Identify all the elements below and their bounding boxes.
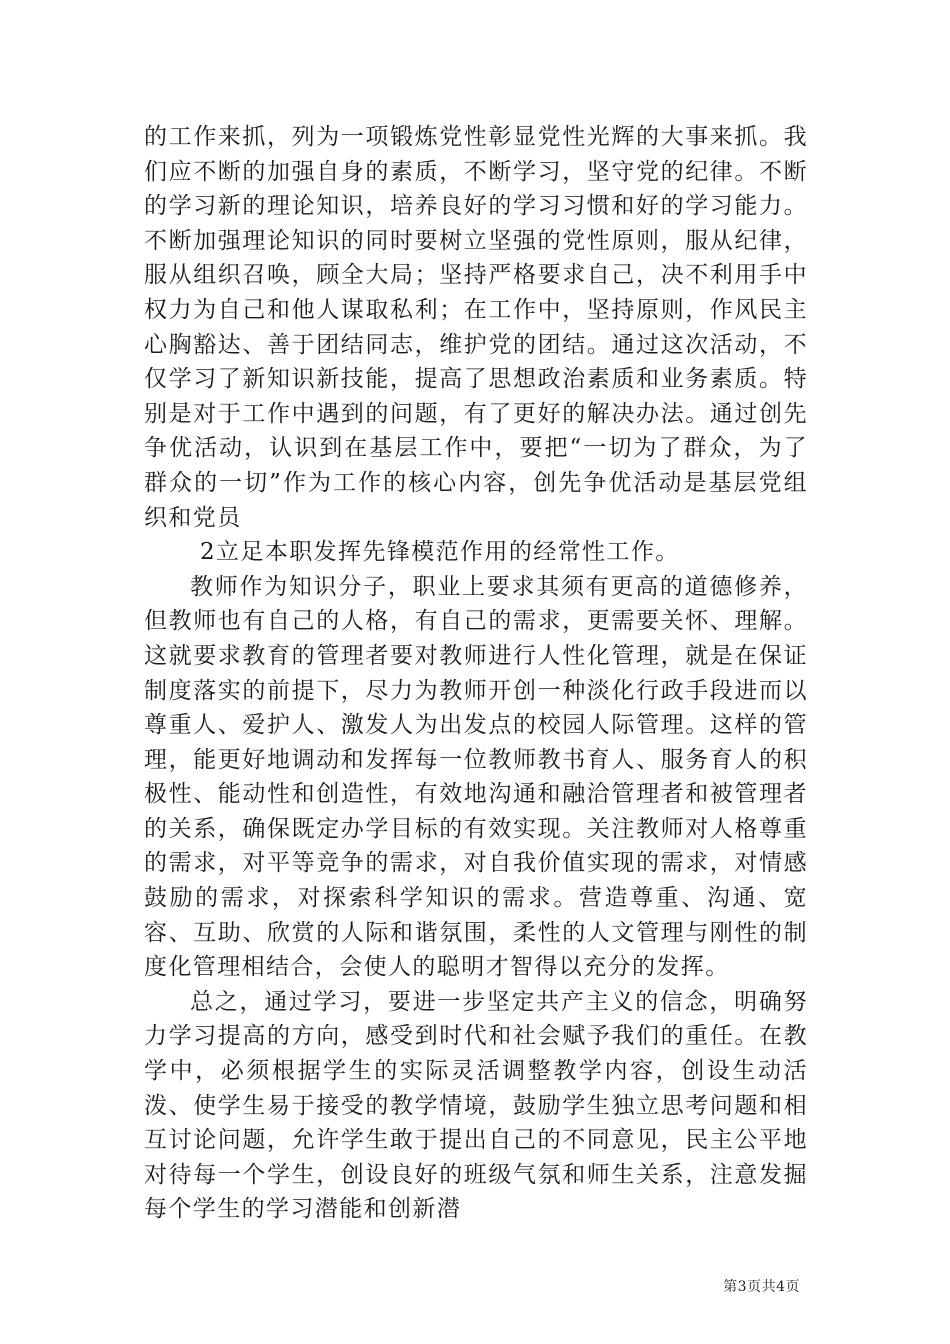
document-body [144,120,808,1227]
section-heading: 2立足本职发挥先锋模范作用的经常性工作。 [200,539,680,566]
paragraph-summary: 总之，通过学习，要进一步坚定共产主义的信念，明确努力学习提高的方向，感受到时代和社会赋予我们的重任。在教学中，必须根据学生的实际灵活调整教学内容，创设生动活泼、使学生易于接受的教学情境，鼓励学生独立思考问题和相互讨论问题，允许学生敢于提出自己的不同意见，民主公平地对待每一个学生，创设良好的班级气氛和师生关系，注意发掘每个学生的学习潜能和创新潜 [144,988,808,1223]
page-number-footer: 第3页共4页 [723,1279,800,1295]
paragraph-continuation: 的工作来抓，列为一项锻炼党性彰显党性光辉的大事来抓。我们应不断的加强自身的素质，不断学习，坚守党的纪律。不断的学习新的理论知识，培养良好的学习习惯和好的学习能力。不断加强理论知识的同时要树立坚强的党性原则，服从纪律，服从组织召唤，顾全大局；坚持严格要求自己，决不利用手中权力为自己和他人谋取私利；在工作中，坚持原则，作风民主心胸豁达、善于团结同志，维护党的团结。通过这次活动，不仅学习了新知识新技能，提高了思想政治素质和业务素质。特别是对于工作中遇到的问题，有了更好的解决办法。通过创先争优活动，认识到在基层工作中，要把“一切为了群众，为了群众的一切”作为工作的核心内容，创先争优活动是基层党组织和党员 [144,124,808,531]
paragraph-teacher-management: 教师作为知识分子，职业上要求其须有更高的道德修养，但教师也有自己的人格，有自己的需求，更需要关怀、理解。这就要求教育的管理者要对教师进行人性化管理，就是在保证制度落实的前提下，尽力为教师开创一种淡化行政手段进而以尊重人、爱护人、激发人为出发点的校园人际管理。这样的管理，能更好地调动和发挥每一位教师教书育人、服务育人的积极性、能动性和创造性，有效地沟通和融洽管理者和被管理者的关系，确保既定办学目标的有效实现。关注教师对人格尊重的需求，对平等竞争的需求，对自我价值实现的需求，对情感鼓励的需求，对探索科学知识的需求。营造尊重、沟通、宽容、互助、欣赏的人际和谐氛围，柔性的人文管理与刚性的制度化管理相结合，会使人的聪明才智得以充分的发挥。 [144,573,808,981]
